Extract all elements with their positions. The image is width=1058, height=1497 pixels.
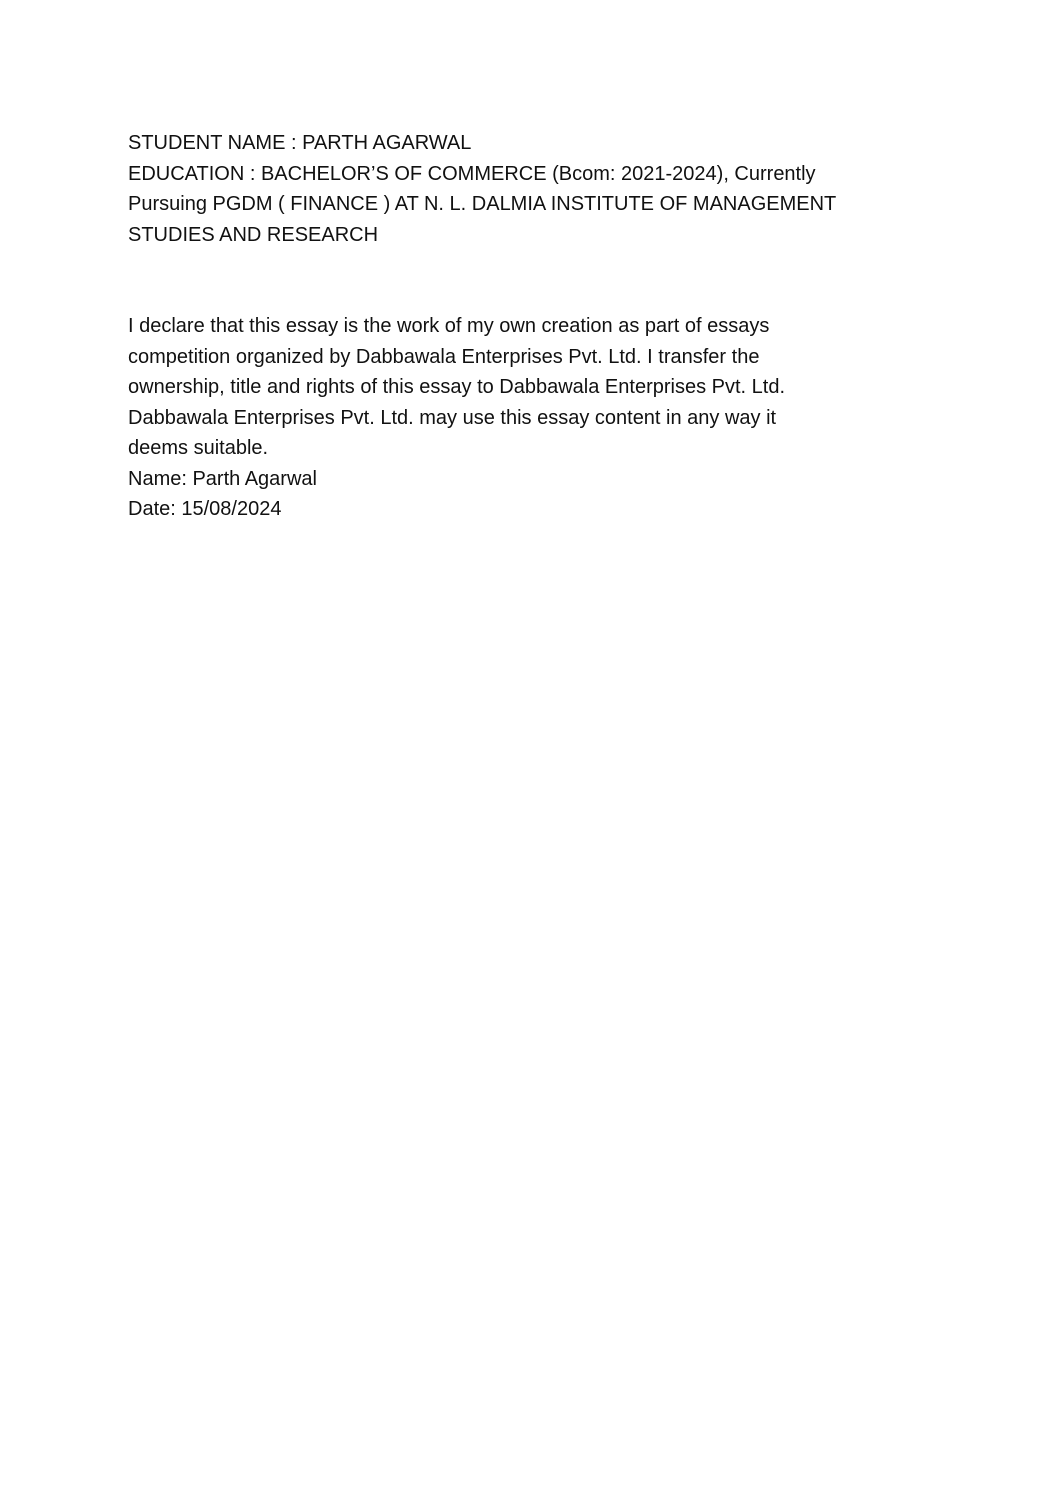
declaration-line-2: competition organized by Dabbawala Enterprises Pvt. Ltd. I transfer the — [128, 345, 760, 368]
student-name-line: STUDENT NAME : PARTH AGARWAL — [128, 132, 472, 154]
education-line-2: Pursuing PGDM ( FINANCE ) AT N. L. DALMIA INSTITUTE OF MANAGEMENT — [128, 193, 837, 215]
declaration-line-4: Dabbawala Enterprises Pvt. Ltd. may use this essay content in any way it — [128, 406, 777, 429]
declaration-line-5: deems suitable. — [128, 437, 269, 459]
education-line-3: STUDIES AND RESEARCH — [128, 223, 379, 246]
declaration-line-1: I declare that this essay is the work of my own creation as part of essays — [128, 315, 770, 337]
declaration-block — [128, 311, 928, 525]
signature-date-line: Date: 15/08/2024 — [128, 498, 282, 520]
education-line-1: EDUCATION : BACHELOR’S OF COMMERCE (Bcom: 2021-2024), Currently — [128, 162, 816, 185]
student-info-block — [128, 128, 928, 250]
declaration-line-3: ownership, title and rights of this essay to Dabbawala Enterprises Pvt. Ltd. — [128, 376, 786, 398]
signature-name-line: Name: Parth Agarwal — [128, 467, 317, 490]
